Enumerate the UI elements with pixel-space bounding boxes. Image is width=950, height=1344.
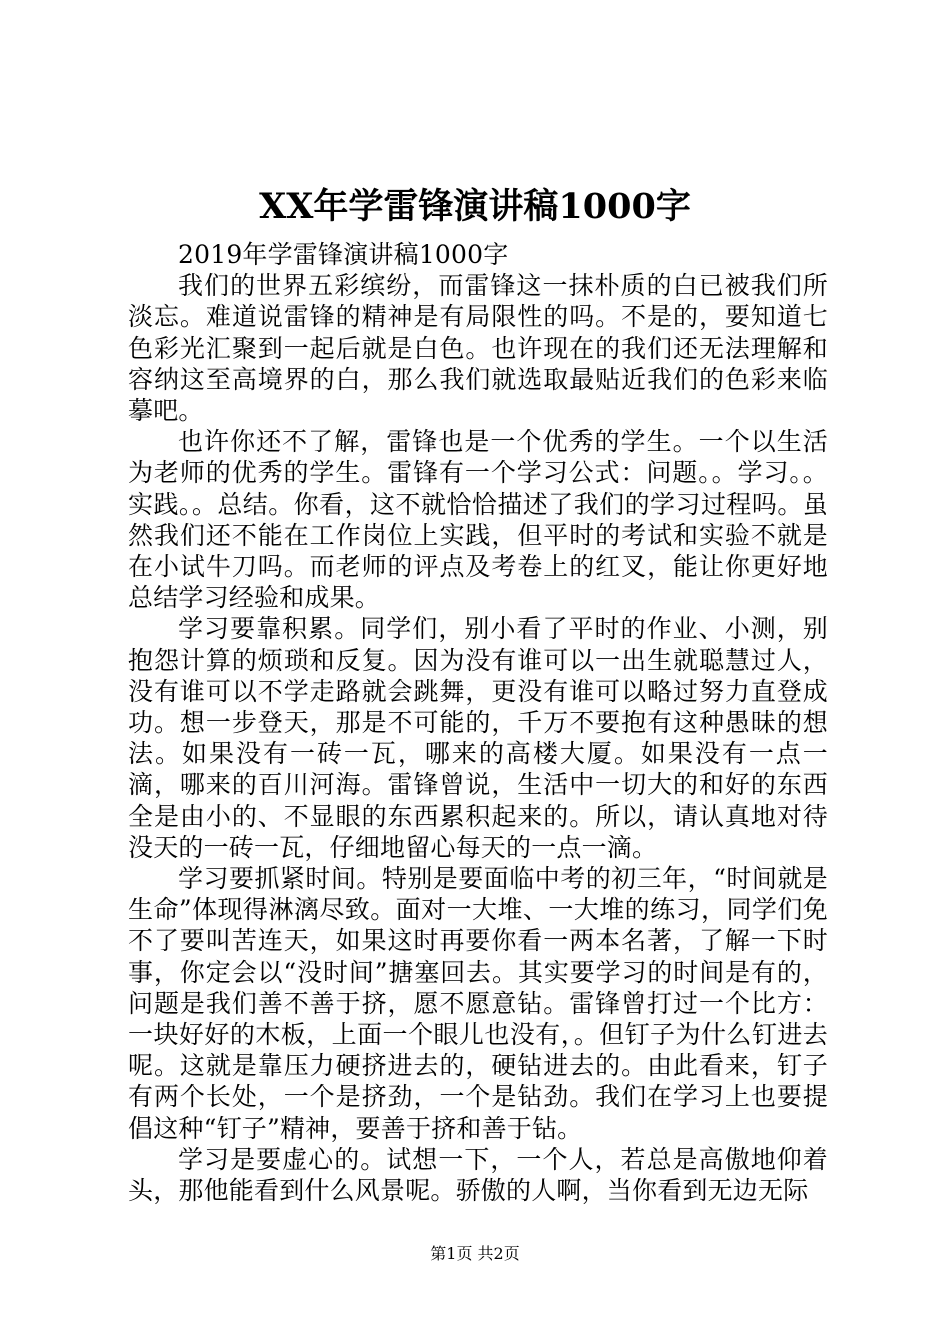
document-body bbox=[128, 239, 828, 1206]
body-paragraph: 学习要抓紧时间。特别是要面临中考的初三年，“时间就是生命”体现得淋漓尽致。面对一大堆、一大堆的练习，同学们免不了要叫苦连天，如果这时再要你看一两本名著，了解一下时事，你定会以“没时间”搪塞回去。其实要学习的时间是有的，问题是我们善不善于挤，愿不愿意钻。雷锋曾打过一个比方：一块好好的木板，上面一个眼儿也没有，。但钉子为什么钉进去呢。这就是靠压力硬挤进去的，硬钻进去的。由此看来，钉子有两个长处，一个是挤劲，一个是钻劲。我们在学习上也要提倡这种“钉子”精神，要善于挤和善于钻。 bbox=[128, 864, 828, 1143]
document-title: XX年学雷锋演讲稿1000字 bbox=[259, 186, 691, 227]
body-paragraph: 学习要靠积累。同学们，别小看了平时的作业、小测，别抱怨计算的烦琐和反复。因为没有谁可以一出生就聪慧过人，没有谁可以不学走路就会跳舞，更没有谁可以略过努力直登成功。想一步登天，那是不可能的，千万不要抱有这种愚昧的想法。如果没有一砖一瓦，哪来的高楼大厦。如果没有一点一滴，哪来的百川河海。雷锋曾说，生活中一切大的和好的东西全是由小的、不显眼的东西累积起来的。所以，请认真地对待没天的一砖一瓦，仔细地留心每天的一点一滴。 bbox=[128, 614, 828, 862]
body-paragraph: 也许你还不了解，雷锋也是一个优秀的学生。一个以生活为老师的优秀的学生。雷锋有一个学习公式：问题。。学习。。实践。。总结。你看，这不就恰恰描述了我们的学习过程吗。虽然我们还不能在工作岗位上实践，但平时的考试和实验不就是在小试牛刀吗。而老师的评点及考卷上的红叉，能让你更好地总结学习经验和成果。 bbox=[128, 427, 828, 613]
body-paragraph: 学习是要虚心的。试想一下，一个人，若总是高傲地仰着头，那他能看到什么风景呢。骄傲的人啊，当你看到无边无际 bbox=[128, 1144, 828, 1206]
body-paragraph: 我们的世界五彩缤纷，而雷锋这一抹朴质的白已被我们所淡忘。难道说雷锋的精神是有局限性的吗。不是的，要知道七色彩光汇聚到一起后就是白色。也许现在的我们还无法理解和容纳这至高境界的白，那么我们就选取最贴近我们的色彩来临摹吧。 bbox=[128, 271, 828, 426]
subtitle-paragraph: 2019年学雷锋演讲稿1000字 bbox=[178, 240, 509, 269]
page-footer: 第1页 共2页 bbox=[430, 1244, 520, 1263]
